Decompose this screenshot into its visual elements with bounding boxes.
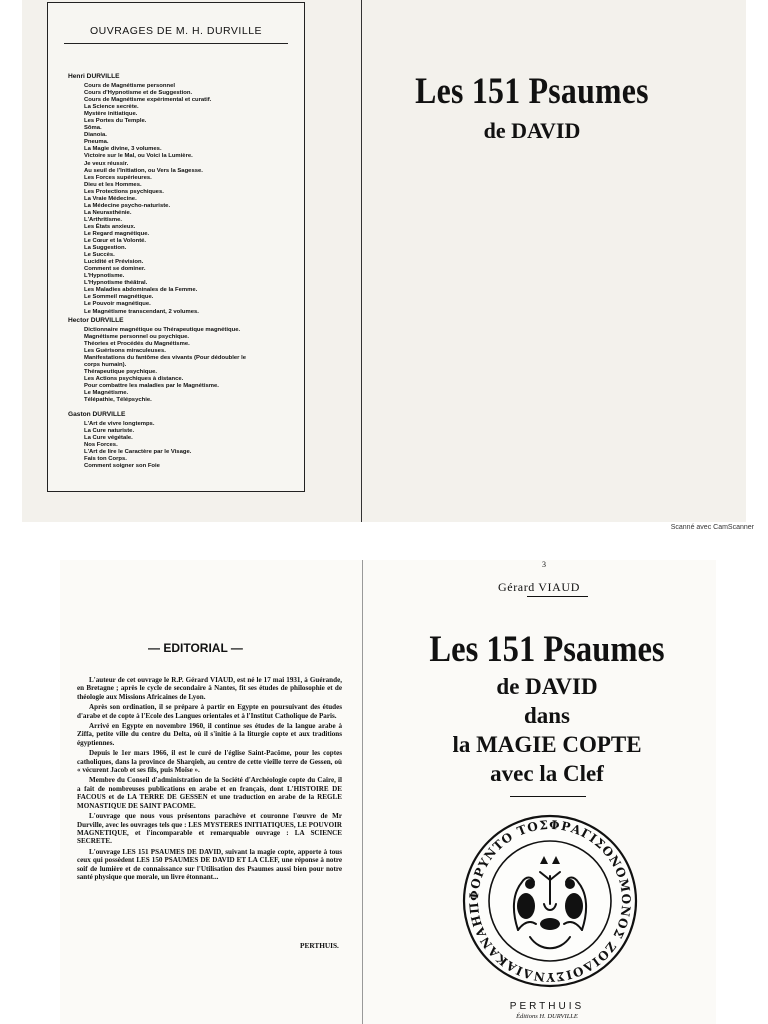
editorial-paragraph: L'auteur de cet ouvrage le R.P. Gérard VIAUD, est né le 17 mai 1931, à Guérande, en Bretagne ; après le cycle de secondaire à Nantes, fit ses études de philosophie et de théologie aux Missions Africaines de Lyon. <box>77 676 342 701</box>
top-spread-gutter <box>361 0 362 522</box>
work-title-item: Victoire sur le Mal, ou Voici la Lumière. <box>84 153 193 160</box>
editorial-text <box>77 676 342 883</box>
editorial-paragraph: L'ouvrage que nous vous présentons parachève et couronne l'œuvre de Mr Durville, avec les ouvrages tels que : LES MYSTERES INITIATIQUES, LE POUVOIR MAGNETIQUE, et l'incomparable et remarquable ouvrage : LA SCIENCE SECRETE. <box>77 812 342 846</box>
works-title-rule <box>64 43 288 44</box>
work-title-item: Les Maladies abdominales de la Femme. <box>84 287 198 294</box>
work-title-item: Je veux réussir. <box>84 160 129 167</box>
subtitle-line-avec-la-clef: avec la Clef <box>490 761 604 786</box>
work-title-item: Comment se dominer. <box>84 266 146 273</box>
subtitle-line-magie-copte: la MAGIE COPTE <box>452 732 642 757</box>
work-title-item: Sôma. <box>84 125 102 132</box>
work-title-item: L'Art de lire le Caractère par le Visage. <box>84 449 192 456</box>
work-title-item: L'Hypnotisme théâtral. <box>84 280 148 287</box>
work-title-item: La Médecine psycho-naturiste. <box>84 202 171 209</box>
work-title-item: L'Hypnotisme. <box>84 273 125 280</box>
page-number: 3 <box>542 560 546 569</box>
work-title-item: Magnétisme personnel ou psychique. <box>84 334 190 341</box>
editorial-paragraph: Arrivé en Egypte en novembre 1960, il continue ses études de la langue arabe à Ziffa, petite ville du centre du Delta, où il s'initie à la liturgie copte et aux traditions égyptiennes. <box>77 722 342 747</box>
top-book-subtitle: de DAVID <box>483 118 581 143</box>
author-name: Gérard VIAUD <box>498 580 580 594</box>
bottom-spread-gutter <box>362 560 363 1024</box>
subtitle-line-de-david: de DAVID <box>496 674 598 699</box>
work-title-item: Le Sommeil magnétique. <box>84 294 154 301</box>
work-title-item: Fais ton Corps. <box>84 456 127 463</box>
work-title-item: Manifestations du fantôme des vivants (Pour dédoubler le <box>84 355 247 362</box>
work-title-item: Comment soigner son Foie <box>84 463 160 470</box>
work-title-item: corps humain). <box>84 362 127 369</box>
work-title-item: Dieu et les Hommes. <box>84 181 142 188</box>
bottom-book-title: Les 151 Psaumes <box>429 629 665 670</box>
work-title-item: Mystère initiatique. <box>84 111 138 118</box>
publisher-name: PERTHUIS <box>509 1001 585 1012</box>
works-list-henri <box>84 83 211 316</box>
work-title-item: La Neurasthénie. <box>84 209 132 216</box>
subtitle-line-dans: dans <box>523 703 571 728</box>
work-title-item: L'Arthritisme. <box>84 216 123 223</box>
publisher-line: Éditions H. DURVILLE <box>516 1013 578 1020</box>
seal-illustration <box>460 812 640 990</box>
section-author-henri: Henri DURVILLE <box>68 73 120 80</box>
work-title-item: Dianoia. <box>84 132 107 139</box>
editorial-paragraph: Membre du Conseil d'administration de la Société d'Archéologie copte du Caire, il a fait de nombreuses publications en arabe et en français, dont L'HISTOIRE DE FACOUS et de LA TERRE DE GESSEN et une traduction en arabe de la REGLE MONASTIQUE DE SAINT PACOME. <box>77 776 342 810</box>
seal-text: ΦΟΡΥΝΤΟ ΤΟΣΦΡΑΓΙΣΟΝΟΜΟΝΟΣ ΖΟΙΔΟΙΣΥΝΔΙΑΚΑΝΑΗΠ <box>466 817 634 985</box>
work-title-item: Les Portes du Temple. <box>84 118 147 125</box>
section-author-hector: Hector DURVILLE <box>68 317 124 324</box>
work-title-item: Le Pouvoir magnétique. <box>84 301 151 308</box>
work-title-item: Thérapeutique psychique. <box>84 369 157 376</box>
work-title-item: Nos Forces. <box>84 442 118 449</box>
work-title-item: Dictionnaire magnétique ou Thérapeutique magnétique. <box>84 327 241 333</box>
work-title-item: La Magie divine, 3 volumes. <box>84 146 162 153</box>
work-title-item: Cours de Magnétisme expérimental et curatif. <box>84 97 212 104</box>
work-title-item: Cours d'Hypnotisme et de Suggestion. <box>84 90 193 97</box>
works-list-hector <box>84 327 246 405</box>
work-title-item: Les Guérisons miraculeuses. <box>84 348 166 355</box>
top-book-title: Les 151 Psaumes <box>415 71 649 112</box>
work-title-item: Télépathie, Télépsychie. <box>84 397 152 404</box>
work-title-item: Au seuil de l'Initiation, ou Vers la Sagesse. <box>84 167 203 174</box>
work-title-item: Théories et Procédés du Magnétisme. <box>84 341 190 348</box>
work-title-item: Les États anxieux. <box>84 223 136 230</box>
scan-credit: Scanné avec CamScanner <box>670 524 754 531</box>
coptic-seal-image <box>460 812 640 995</box>
editorial-signature: PERTHUIS. <box>300 941 339 950</box>
work-title-item: Pour combattre les maladies par le Magnétisme. <box>84 383 219 390</box>
work-title-item: Les Forces supérieures. <box>84 174 152 181</box>
work-title-item: Le Cœur et la Volonté. <box>84 238 147 245</box>
work-title-item: Le Succès. <box>84 252 115 259</box>
work-title-item: La Science secrète. <box>84 104 139 111</box>
work-title-item: La Cure végétale. <box>84 435 133 442</box>
section-author-gaston: Gaston DURVILLE <box>68 411 126 418</box>
work-title-item: Le Magnétisme transcendant, 2 volumes. <box>84 308 199 315</box>
work-title-item: Les Protections psychiques. <box>84 188 164 195</box>
work-title-item: Le Magnétisme. <box>84 390 129 397</box>
work-title-item: La Cure naturiste. <box>84 428 135 435</box>
editorial-paragraph: Depuis le 1er mars 1966, il est le curé de l'église Saint-Pacôme, pour les coptes catholiques, dans la province de Sharqieh, au centre de cette vieille terre de Gessen, où « vécurent Jacob et ses fils, puis Moïse ». <box>77 749 342 775</box>
title-rule <box>510 796 586 797</box>
works-list-title: OUVRAGES DE M. H. DURVILLE <box>89 25 263 37</box>
editorial-paragraph: L'ouvrage LES 151 PSAUMES DE DAVID, suivant la magie copte, apporte à tous ceux qui possèdent LES 150 PSAUMES DE DAVID ET LA CLEF, une réponse à notre soif de lumière et de connaissance sur l'Utilisation des Psaumes aussi bien pour notre santé physique que morale, un livre étonnant... <box>77 847 342 881</box>
work-title-item: La Suggestion. <box>84 245 127 252</box>
work-title-item: Les Actions psychiques à distance. <box>84 376 184 383</box>
work-title-item: Cours de Magnétisme personnel <box>84 83 175 89</box>
works-list-box <box>47 2 305 492</box>
works-list-gaston <box>84 421 191 470</box>
editorial-paragraph: Après son ordination, il se prépare à partir en Egypte en poursuivant des études d'arabe et de copte à l'Ecole des Langues orientales et à l'Institut Catholique de Paris. <box>77 703 342 720</box>
editorial-heading: — EDITORIAL — <box>148 641 243 655</box>
author-underline <box>527 596 588 597</box>
work-title-item: Lucidité et Prévision. <box>84 259 144 266</box>
work-title-item: Le Regard magnétique. <box>84 230 150 237</box>
work-title-item: L'Art de vivre longtemps. <box>84 421 155 427</box>
work-title-item: La Vraie Médecine. <box>84 195 137 202</box>
work-title-item: Pneuma. <box>84 139 109 146</box>
